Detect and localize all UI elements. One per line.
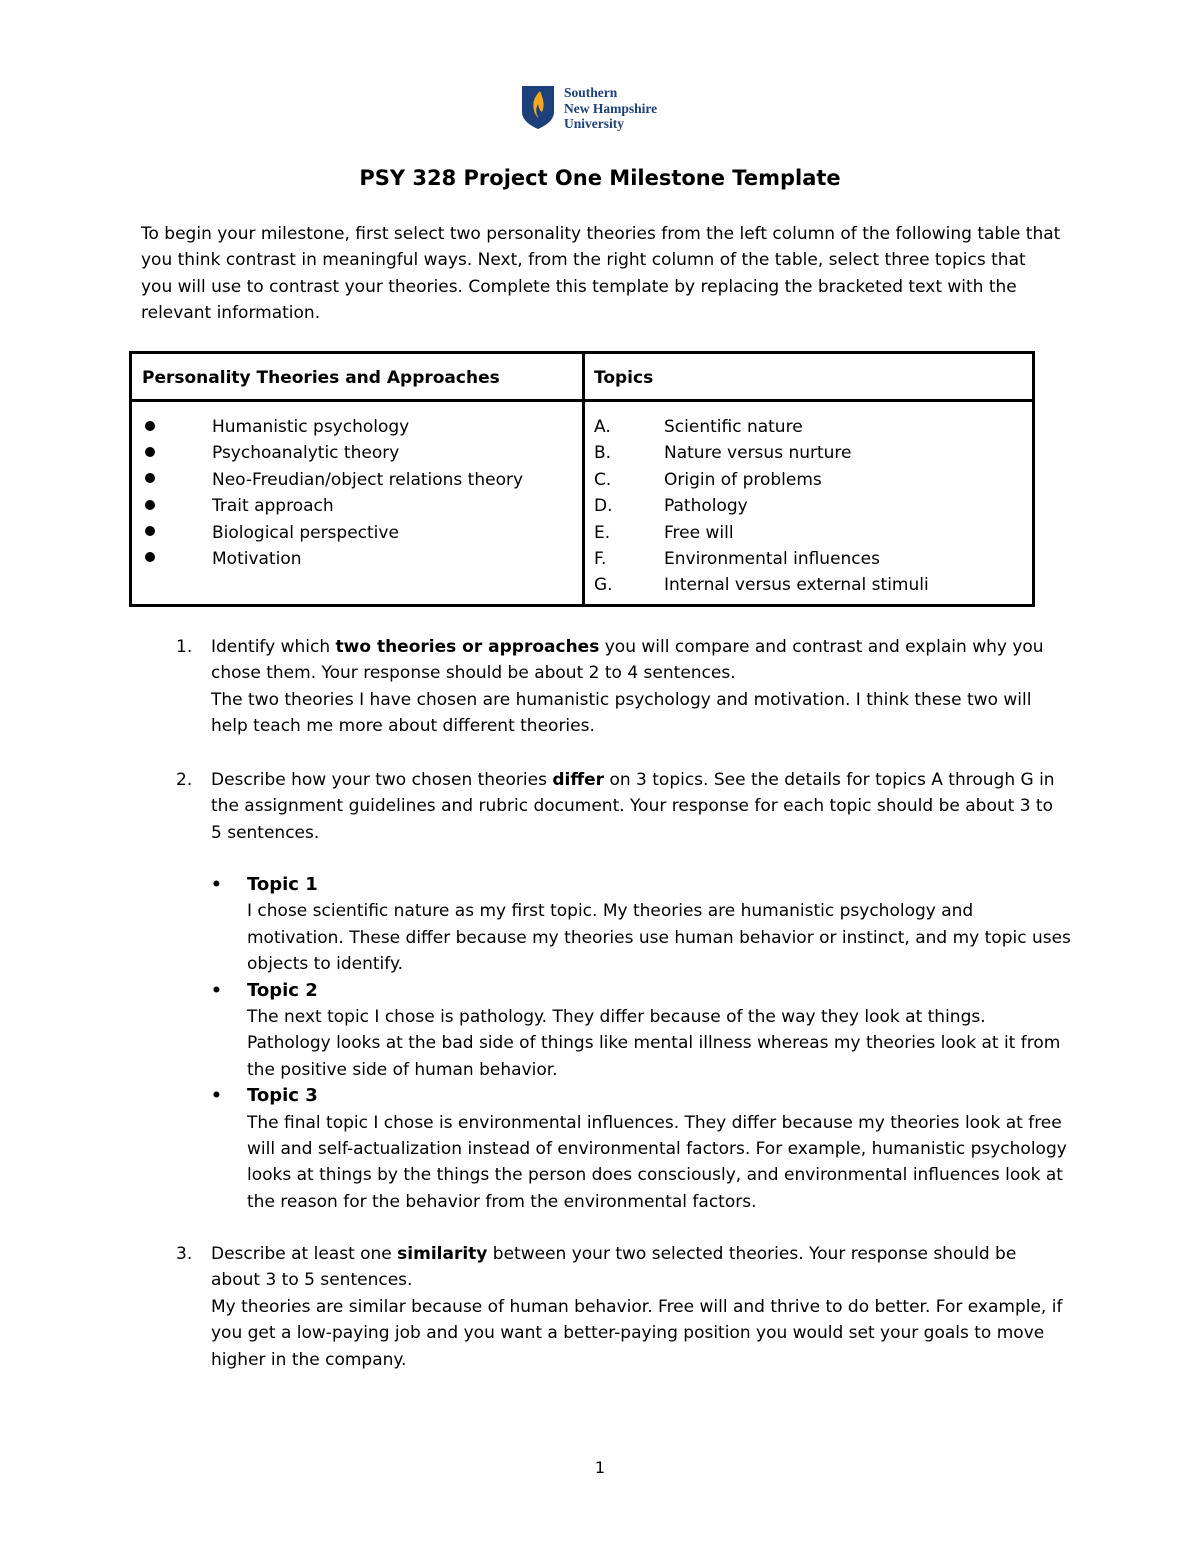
table-divider [582, 354, 585, 604]
page-number: 1 [594, 1458, 606, 1477]
bullet-icon [145, 473, 155, 483]
answer-text: I chose scientific nature as my first topic. My theories are humanistic psychology and motivation. These differ because my theories use human behavior or instinct, and my topic uses objects to identify. [247, 901, 1071, 975]
answer-text: My theories are similar because of human behavior. Free will and thrive to do better. For example, if you get a low-paying job and you want a better-paying position you would set your goals to move higher in the company. [211, 1296, 1063, 1370]
prompt-emphasis: similarity [397, 1244, 488, 1264]
bullet-icon: • [211, 1086, 222, 1107]
prompt-text: Describe how your two chosen theories [211, 770, 553, 790]
university-logo [521, 84, 657, 132]
table-header-theories: Personality Theories and Approaches [142, 368, 500, 388]
prompt-text: between your two selected theories. Your response should be about 3 to 5 sentences. [211, 1244, 1017, 1291]
topic-label: Nature versus nurture [664, 443, 852, 464]
topics-answers [211, 872, 1071, 1215]
answer-text: The next topic I chose is pathology. They differ because of the way they look at things. Pathology looks at the bad side of things like mental illness whereas my theories look at it from the positive side of human behavior. [247, 1007, 1061, 1080]
topic-item [594, 546, 929, 572]
shield-flame-icon [521, 84, 555, 130]
answer-text: The final topic I chose is environmental influences. They differ because my theories look at free will and self-actualization instead of environmental factors. For example, humanistic psychology looks at things by the things the person does consciously, and environmental influences look at the reason for the behavior from the environmental factors. [247, 1112, 1067, 1212]
topic-label: Free will [664, 522, 734, 543]
topic-answer [211, 978, 1071, 1084]
theory-label: Psychoanalytic theory [212, 443, 400, 464]
prompt-text: Identify which [211, 637, 336, 657]
table-divider [132, 399, 1032, 402]
topic-heading: Topic 1 [247, 874, 318, 895]
theory-item [142, 414, 523, 440]
topic-letter: E. [594, 522, 611, 543]
bullet-icon [145, 447, 155, 457]
topic-label: Origin of problems [664, 469, 822, 490]
theory-label: Biological perspective [212, 522, 399, 543]
question-prompt [211, 634, 1066, 687]
topic-item [594, 414, 929, 440]
topic-item [594, 572, 929, 598]
topic-item [594, 467, 929, 493]
theory-label: Neo-Freudian/object relations theory [212, 469, 524, 490]
answer-text: The two theories I have chosen are humanistic psychology and motivation. I think these two will help teach me more about different theories. [211, 689, 1032, 737]
topic-letter: B. [594, 443, 612, 464]
question-number: 3. [176, 1244, 193, 1264]
logo-wordmark [564, 85, 657, 132]
topic-item [594, 520, 929, 546]
topic-label: Environmental influences [664, 548, 880, 569]
logo-line: Southern [564, 85, 618, 100]
question-number: 2. [176, 770, 193, 790]
topic-heading: Topic 2 [247, 979, 318, 1001]
bullet-icon [145, 421, 155, 431]
prompt-emphasis: two theories or approaches [335, 637, 600, 657]
topic-letter: F. [594, 548, 607, 569]
prompt-text: on 3 topics. See the details for topics A through G in the assignment guidelines and rubric document. Your response for each topic should be about 3 to 5 sentences. [211, 770, 1055, 843]
topic-item [594, 440, 929, 466]
table-header-topics: Topics [594, 368, 654, 388]
topic-label: Scientific nature [664, 417, 803, 437]
page-title: PSY 328 Project One Milestone Template [359, 166, 841, 190]
topic-label: Pathology [664, 496, 748, 517]
topic-answer [211, 1083, 1071, 1215]
theory-label: Humanistic psychology [212, 417, 410, 437]
prompt-emphasis: differ [552, 770, 605, 790]
theory-label: Motivation [212, 548, 302, 569]
question-prompt [211, 767, 1066, 846]
bullet-icon [145, 500, 155, 510]
theories-list [142, 414, 523, 572]
logo-line: New Hampshire [564, 100, 658, 116]
question-prompt [211, 1241, 1066, 1294]
question-2 [176, 767, 1066, 846]
topic-item [594, 493, 929, 519]
bullet-icon: • [211, 875, 222, 895]
intro-paragraph: To begin your milestone, first select two personality theories from the left column of the following table that you think contrast in meaningful ways. Next, from the right column of the table, select three topics that you will use to contrast your theories. Complete this template by replacing the bracketed text with the relevant information. [141, 224, 1061, 324]
theory-label: Trait approach [212, 496, 334, 517]
theories-topics-table [129, 351, 1035, 607]
question-1 [176, 634, 1066, 740]
topic-letter: D. [594, 496, 613, 517]
topic-label: Internal versus external stimuli [664, 575, 929, 596]
topic-answer [211, 872, 1071, 978]
theory-item [142, 440, 523, 466]
theory-item [142, 520, 523, 546]
prompt-text: you will compare and contrast and explain why you chose them. Your response should be about 2 to 4 sentences. [211, 637, 1044, 684]
prompt-text: Describe at least one [211, 1244, 398, 1264]
bullet-icon: • [211, 980, 222, 1001]
topic-letter: G. [594, 575, 613, 596]
topic-heading: Topic 3 [247, 1085, 318, 1107]
question-3 [176, 1241, 1066, 1373]
logo-line: University [564, 116, 624, 131]
question-number: 1. [176, 637, 193, 657]
topic-letter: C. [594, 469, 612, 490]
theory-item [142, 493, 523, 519]
topics-list [594, 414, 929, 599]
bullet-icon [145, 552, 155, 562]
theory-item [142, 546, 523, 572]
theory-item [142, 467, 523, 493]
topic-letter: A. [594, 417, 611, 437]
bullet-icon [145, 526, 155, 536]
